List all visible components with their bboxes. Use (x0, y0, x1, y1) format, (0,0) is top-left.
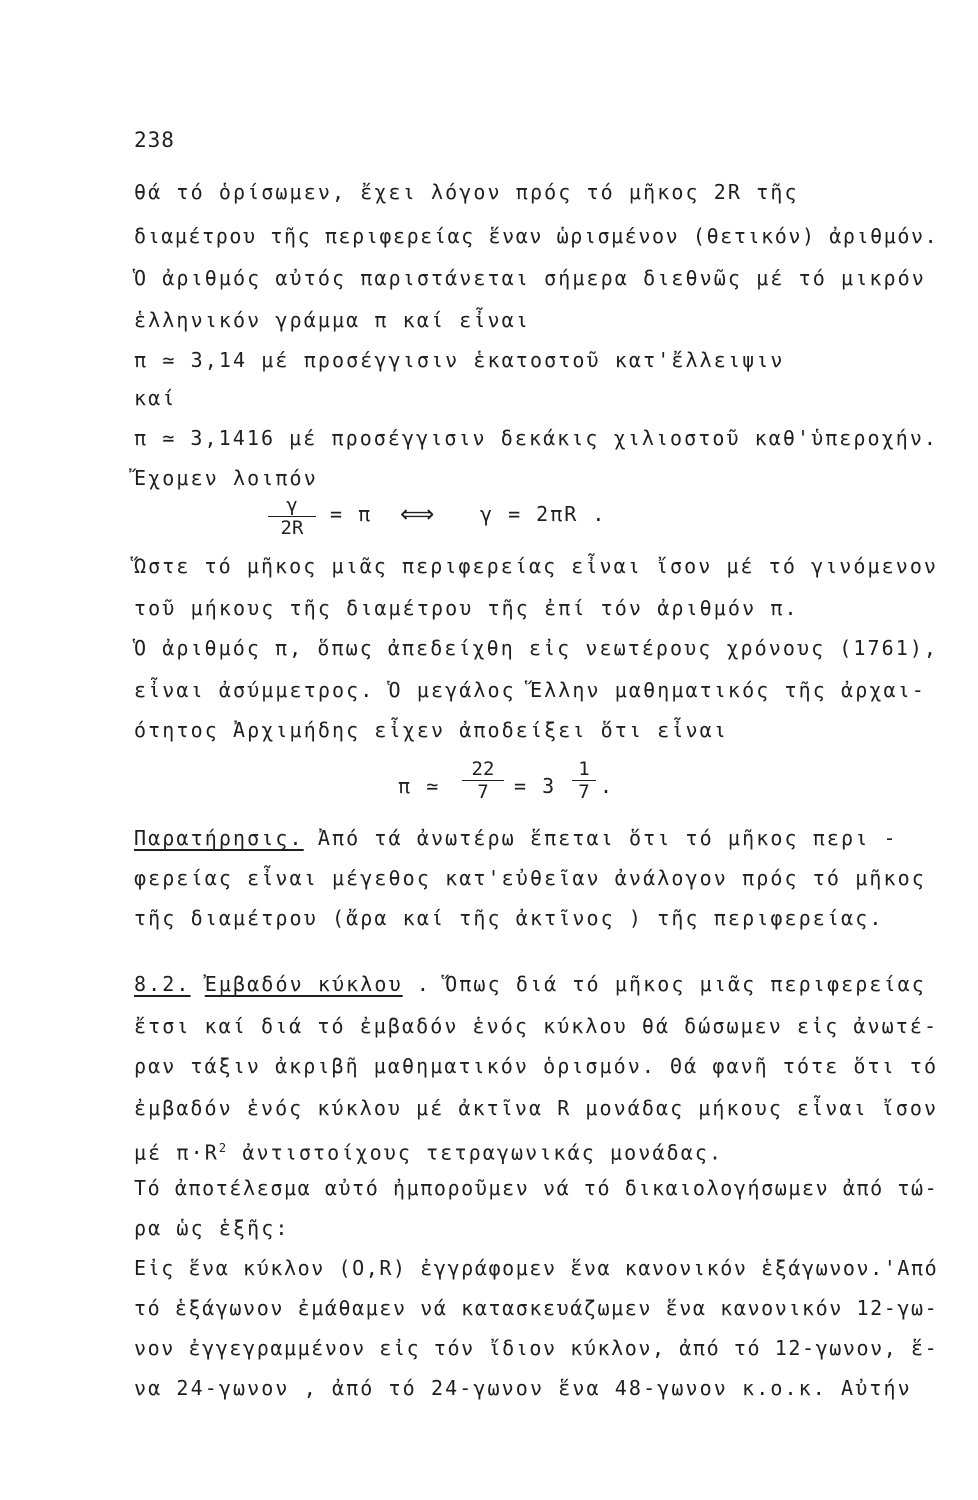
text-line: να 24-γωνον , ἀπό τό 24-γωνον ἕνα 48-γωνον κ.ο.κ. Αὐτήν (134, 1376, 912, 1400)
fraction-denominator: 7 (578, 781, 590, 803)
remark-text: Ἀπό τά ἀνωτέρω ἕπεται ὅτι τό μῆκος περι - (303, 826, 898, 850)
equivalence-arrow: ⟺ (400, 500, 437, 528)
equation-middle: = 3 (514, 774, 557, 798)
text-line: ἔτσι καί διά τό ἐμβαδόν ἑνός κύκλου θά δώσωμεν εἰς ἀνωτέ- (134, 1014, 939, 1038)
text-line: φερείας εἶναι μέγεθος κατ'εὐθεῖαν ἀνάλογον πρός τό μῆκος (134, 866, 926, 890)
text-line: Εἰς ἕνα κύκλον (O,R) ἐγγράφομεν ἕνα κανονικόν ἑξάγωνον.'Από (134, 1256, 939, 1280)
text-line: τῆς διαμέτρου (ἄρα καί τῆς ἀκτῖνος ) τῆς περιφερείας. (134, 906, 884, 930)
text-line: ἑλληνικόν γράμμα π καί εἶναι (134, 308, 530, 332)
page-number: 238 (134, 128, 175, 152)
text-line: ἐμβαδόν ἑνός κύκλου μέ ἀκτῖνα R μονάδας μήκους εἶναι ἴσον (134, 1096, 939, 1120)
formula-rest: ἀντιστοίχους τετραγωνικάς μονάδας. (228, 1140, 724, 1165)
equation-fraction (462, 758, 504, 803)
equation-left: π ≃ (398, 774, 441, 798)
mixed-fraction (572, 758, 596, 803)
formula-prefix: μέ π·R (134, 1140, 219, 1165)
remark-line (134, 824, 898, 852)
fraction-numerator: γ (268, 494, 316, 517)
fraction-denominator: 2R (280, 517, 304, 539)
equation-middle: = π (330, 502, 373, 526)
text-line: εἶναι ἀσύμμετρος. Ὁ μεγάλος Ἕλλην μαθηματικός τῆς ἀρχαι- (134, 678, 926, 702)
text-line: διαμέτρου τῆς περιφερείας ἕναν ὡρισμένον (θετικόν) ἀριθμόν. (134, 224, 939, 248)
section-heading-line (134, 970, 926, 998)
text-line: Ὥστε τό μῆκος μιᾶς περιφερείας εἶναι ἴσον μέ τό γινόμενον (134, 554, 939, 578)
text-line: τοῦ μήκους τῆς διαμέτρου τῆς ἐπί τόν ἀριθμόν π. (134, 596, 799, 620)
section-number: 8.2. (134, 972, 191, 996)
text-line: Ὁ ἀριθμός αὐτός παριστάνεται σήμερα διεθνῶς μέ τό μικρόν (134, 266, 926, 290)
text-line: τό ἑξάγωνον ἐμάθαμεν νά κατασκευάζωμεν ἕνα κανονικόν 12-γω- (134, 1296, 939, 1320)
text-line: Ὁ ἀριθμός π, ὅπως ἀπεδείχθη εἰς νεωτέρους χρόνους (1761), (134, 636, 939, 660)
section-text: . Ὅπως διά τό μῆκος μιᾶς περιφερείας (402, 972, 926, 996)
equation-fraction (268, 494, 316, 539)
text-line: ότητος Ἀρχιμήδης εἶχεν ἀποδείξει ὅτι εἶναι (134, 718, 728, 742)
text-line: Τό ἀποτέλεσμα αὐτό ἠμποροῦμεν νά τό δικαιολογήσωμεν ἀπό τώ- (134, 1176, 939, 1200)
equation-end: . (600, 774, 615, 798)
equation-right: γ = 2πR . (480, 502, 607, 526)
text-line: π ≃ 3,14 μέ προσέγγισιν ἑκατοστοῦ κατ'ἔλλειψιν (134, 348, 785, 372)
formula-line (134, 1134, 723, 1167)
text-line: ρα ὡς ἑξῆς: (134, 1216, 290, 1240)
text-line: π ≃ 3,1416 μέ προσέγγισιν δεκάκις χιλιοστοῦ καθ'ὑπεροχήν. (134, 426, 939, 450)
text-line: καί (134, 386, 177, 410)
fraction-denominator: 7 (477, 781, 489, 803)
section-title: Ἐμβαδόν κύκλου (204, 972, 403, 996)
remark-label: Παρατήρησις. (134, 826, 304, 850)
fraction-numerator: 22 (462, 758, 504, 781)
text-line: θά τό ὁρίσωμεν, ἔχει λόγον πρός τό μῆκος 2R τῆς (134, 180, 799, 204)
text-line: νον ἐγγεγραμμένον εἰς τόν ἴδιον κύκλον, ἀπό τό 12-γωνον, ἕ- (134, 1336, 939, 1360)
formula-exponent: 2 (218, 1141, 229, 1155)
fraction-numerator: 1 (572, 758, 596, 781)
text-line: Ἔχομεν λοιπόν (134, 466, 318, 490)
text-line: ραν τάξιν ἀκριβῆ μαθηματικόν ὁρισμόν. Θά φανῆ τότε ὅτι τό (134, 1054, 939, 1078)
